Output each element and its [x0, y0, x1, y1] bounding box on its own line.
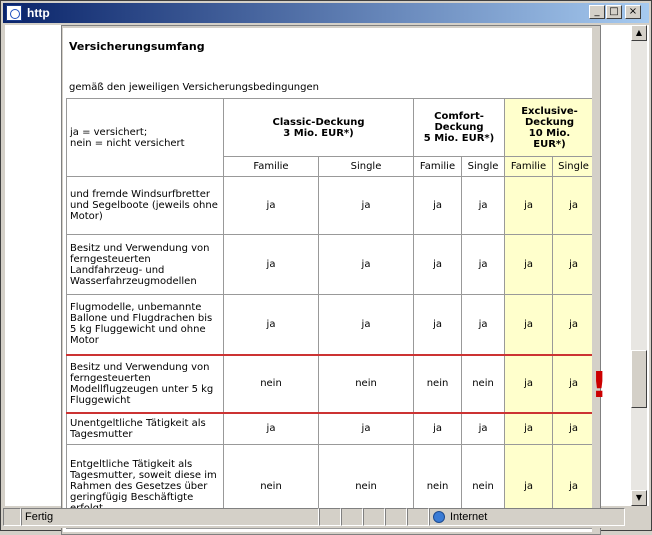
plan-classic: Classic-Deckung 3 Mio. EUR*) — [224, 99, 414, 157]
browser-client — [5, 25, 649, 506]
status-panel — [407, 508, 429, 526]
value-cell: ja — [414, 295, 462, 355]
value-cell: ja — [462, 295, 505, 355]
value-cell: nein — [319, 445, 414, 529]
status-panel — [341, 508, 363, 526]
subcol-classic-familie: Familie — [224, 157, 319, 177]
row-label: Besitz und Verwendung von ferngesteuerten Modellflugzeugen unter 5 kg Fluggewicht — [67, 355, 224, 413]
row-label: Entgeltliche Tätigkeit als Tagesmutter, soweit diese im Rahmen des Gesetzes über geringfügig Beschäftigte — [67, 445, 224, 529]
table-heading: Versicherungsumfang — [69, 40, 205, 53]
value-cell: nein — [414, 355, 462, 413]
value-cell: ja — [553, 235, 592, 295]
status-panel — [319, 508, 341, 526]
subcol-comfort-single: Single — [462, 157, 505, 177]
vertical-scrollbar[interactable] — [631, 25, 647, 506]
value-cell: ja — [224, 295, 319, 355]
table-row — [67, 177, 593, 235]
value-cell: ja — [505, 235, 553, 295]
window-controls — [589, 5, 641, 19]
subcol-comfort-familie: Familie — [414, 157, 462, 177]
ie-icon — [6, 5, 22, 21]
value-cell: ja — [224, 413, 319, 445]
value-cell: ja — [414, 177, 462, 235]
scroll-thumb[interactable] — [631, 350, 647, 408]
value-cell: nein — [224, 355, 319, 413]
subcol-classic-single: Single — [319, 157, 414, 177]
page-icon — [3, 508, 21, 526]
scroll-up-button[interactable]: ▲ — [631, 25, 647, 41]
table-row — [67, 413, 593, 445]
minimize-button[interactable]: _ — [589, 5, 605, 19]
value-cell: ja — [319, 235, 414, 295]
value-cell: ja — [462, 177, 505, 235]
value-cell: nein — [462, 355, 505, 413]
subcol-exclusive-single: Single — [553, 157, 592, 177]
subcol-exclusive-familie: Familie — [505, 157, 553, 177]
scroll-down-button[interactable]: ▼ — [631, 490, 647, 506]
plan-comfort: Comfort-Deckung 5 Mio. EUR*) — [414, 99, 505, 157]
status-bar — [3, 508, 649, 528]
value-cell: ja — [553, 177, 592, 235]
value-cell: ja — [505, 445, 553, 529]
row-label: Unentgeltliche Tätigkeit als Tagesmutter — [67, 413, 224, 445]
value-cell: nein — [224, 445, 319, 529]
value-cell: ja — [319, 413, 414, 445]
value-cell: ja — [319, 295, 414, 355]
coverage-table — [66, 98, 592, 529]
title-bar — [3, 3, 649, 23]
status-panel — [385, 508, 407, 526]
table-subheading: gemäß den jeweiligen Versicherungsbedingungen — [69, 82, 319, 93]
value-cell: ja — [553, 295, 592, 355]
legend-cell: ja = versichert; nein = nicht versichert — [67, 99, 224, 177]
close-button[interactable]: × — [625, 5, 641, 19]
value-cell: nein — [319, 355, 414, 413]
zone-panel — [429, 508, 625, 526]
plan-exclusive: Exclusive-Deckung 10 Mio. EUR*) — [505, 99, 592, 157]
row-label: Flugmodelle, unbemannte Ballone und Flugdrachen bis 5 kg Fluggewicht und ohne Motor — [67, 295, 224, 355]
zone-label: Internet — [450, 511, 488, 523]
value-cell: ja — [462, 413, 505, 445]
table-row — [67, 235, 593, 295]
value-cell: ja — [553, 445, 592, 529]
coverage-document — [66, 36, 590, 529]
value-cell: ja — [319, 177, 414, 235]
value-cell: nein — [462, 445, 505, 529]
value-cell: ja — [414, 235, 462, 295]
popup-window — [61, 25, 601, 535]
value-cell: ja — [224, 177, 319, 235]
value-cell: ja — [553, 355, 592, 413]
status-panel — [363, 508, 385, 526]
window-title: http — [27, 6, 50, 20]
exclamation-mark: ! — [591, 365, 608, 406]
maximize-button[interactable]: □ — [606, 5, 622, 19]
value-cell: ja — [505, 413, 553, 445]
value-cell: ja — [462, 235, 505, 295]
table-row — [67, 295, 593, 355]
value-cell: ja — [414, 413, 462, 445]
status-text: Fertig — [21, 508, 319, 526]
value-cell: ja — [553, 413, 592, 445]
value-cell: ja — [505, 177, 553, 235]
table-row-highlighted — [67, 355, 593, 413]
value-cell: nein — [414, 445, 462, 529]
globe-icon — [433, 511, 445, 523]
value-cell: ja — [224, 235, 319, 295]
value-cell: ja — [505, 295, 553, 355]
popup-content — [63, 28, 592, 532]
row-label: Besitz und Verwendung von ferngesteuerten Landfahrzeug- und Wasserfahrzeugmodellen — [67, 235, 224, 295]
row-label: und fremde Windsurfbretter und Segelboote (jeweils ohne Motor) — [67, 177, 224, 235]
value-cell: ja — [505, 355, 553, 413]
